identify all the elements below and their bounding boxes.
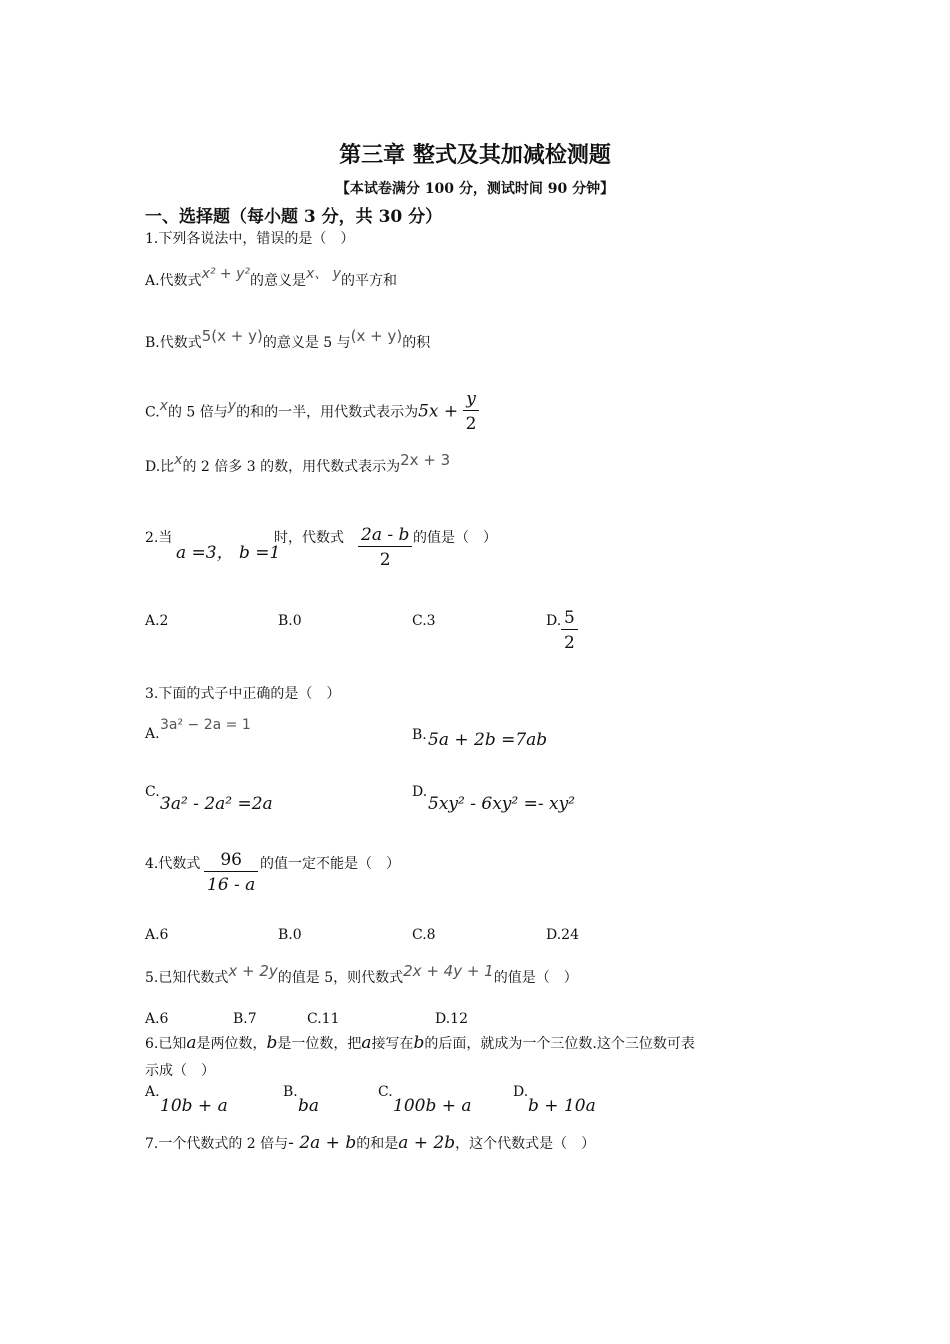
q6-option-b-label: B. [283,1084,298,1100]
q3-option-d-label: D. [412,784,428,800]
q5-option-c: C.11 [307,1011,340,1027]
q1-option-c: C.x的 5 倍与y的和的一半，用代数式表示为5x + $\frac{y}{2}$ [145,388,479,437]
q3-option-a-label: A. [145,726,160,742]
q5-option-d: D.12 [435,1011,468,1027]
q4-fraction: $\frac{96}{16 - a}$ [204,849,258,898]
q3-option-b-label: B. [412,727,427,743]
q2-option-d: D. [546,613,562,629]
q6-option-a-expr: 10b + a [160,1096,228,1116]
q4-post: 的值一定不能是（ ） [260,856,400,872]
q2-stem: 2.当 [145,530,173,546]
section-heading: 一、选择题（每小题 3 分，共 30 分） [145,207,443,227]
q2-post: 的值是（ ） [413,530,497,546]
q6-option-c-label: C. [378,1084,393,1100]
q3-option-b-expr: 5a + 2b =7ab [428,730,548,750]
q2-fraction: $\frac{2a - b}{2}$ [358,524,412,573]
q6-line2: 示成（ ） [145,1063,215,1079]
q6-option-d-label: D. [513,1084,529,1100]
q6-option-d-expr: b + 10a [528,1096,596,1116]
q5-option-b: B.7 [233,1011,257,1027]
q3-option-a-expr: 3a² − 2a = 1 [160,717,251,733]
q6-line1: 6.已知a是两位数，b是一位数，把a接写在b的后面，就成为一个三位数.这个三位数可表 [145,1033,695,1053]
q4-option-c: C.8 [412,927,436,943]
q5-option-a: A.6 [145,1011,169,1027]
q1-option-d: D.比x的 2 倍多 3 的数，用代数式表示为2x + 3 [145,451,451,475]
q5-stem: 5.已知代数式x + 2y的值是 5，则代数式2x + 4y + 1的值是（ ） [145,962,578,986]
q6-option-c-expr: 100b + a [393,1096,472,1116]
q4-option-d: D.24 [546,927,579,943]
q4-option-a: A.6 [145,927,169,943]
q1-c-fraction: $\frac{y}{2}$ [463,388,480,437]
q2-option-b: B.0 [278,613,302,629]
q1-option-b: B.代数式5(x + y)的意义是 5 与(x + y)的积 [145,327,431,351]
q4-option-b: B.0 [278,927,302,943]
q2-mid: 时，代数式 [274,530,344,546]
q3-option-c-expr: 3a² - 2a² =2a [160,794,273,814]
q1-option-a: A.代数式x² + y²的意义是x、 y的平方和 [145,266,398,289]
q3-stem: 3.下面的式子中正确的是（ ） [145,686,341,702]
q3-option-c-label: C. [145,784,160,800]
q7-stem: 7.一个代数式的 2 倍与- 2a + b的和是a + 2b，这个代数式是（ ） [145,1133,596,1153]
q3-option-d-expr: 5xy² - 6xy² =- xy² [428,794,575,814]
q2-condition: a =3， b =1 [176,543,281,563]
page-subtitle: 【本试卷满分 100 分，测试时间 90 分钟】 [335,181,615,197]
q1-stem: 1.下列各说法中，错误的是（ ） [145,231,355,247]
page-title: 第三章 整式及其加减检测题 [339,143,611,168]
q2-option-c: C.3 [412,613,436,629]
q6-option-b-expr: ba [298,1096,320,1116]
q2-option-d-fraction: $\frac{5}{2}$ [561,607,578,656]
q2-option-a: A.2 [145,613,169,629]
q4-pre: 4.代数式 [145,856,201,872]
q6-option-a-label: A. [145,1084,160,1100]
